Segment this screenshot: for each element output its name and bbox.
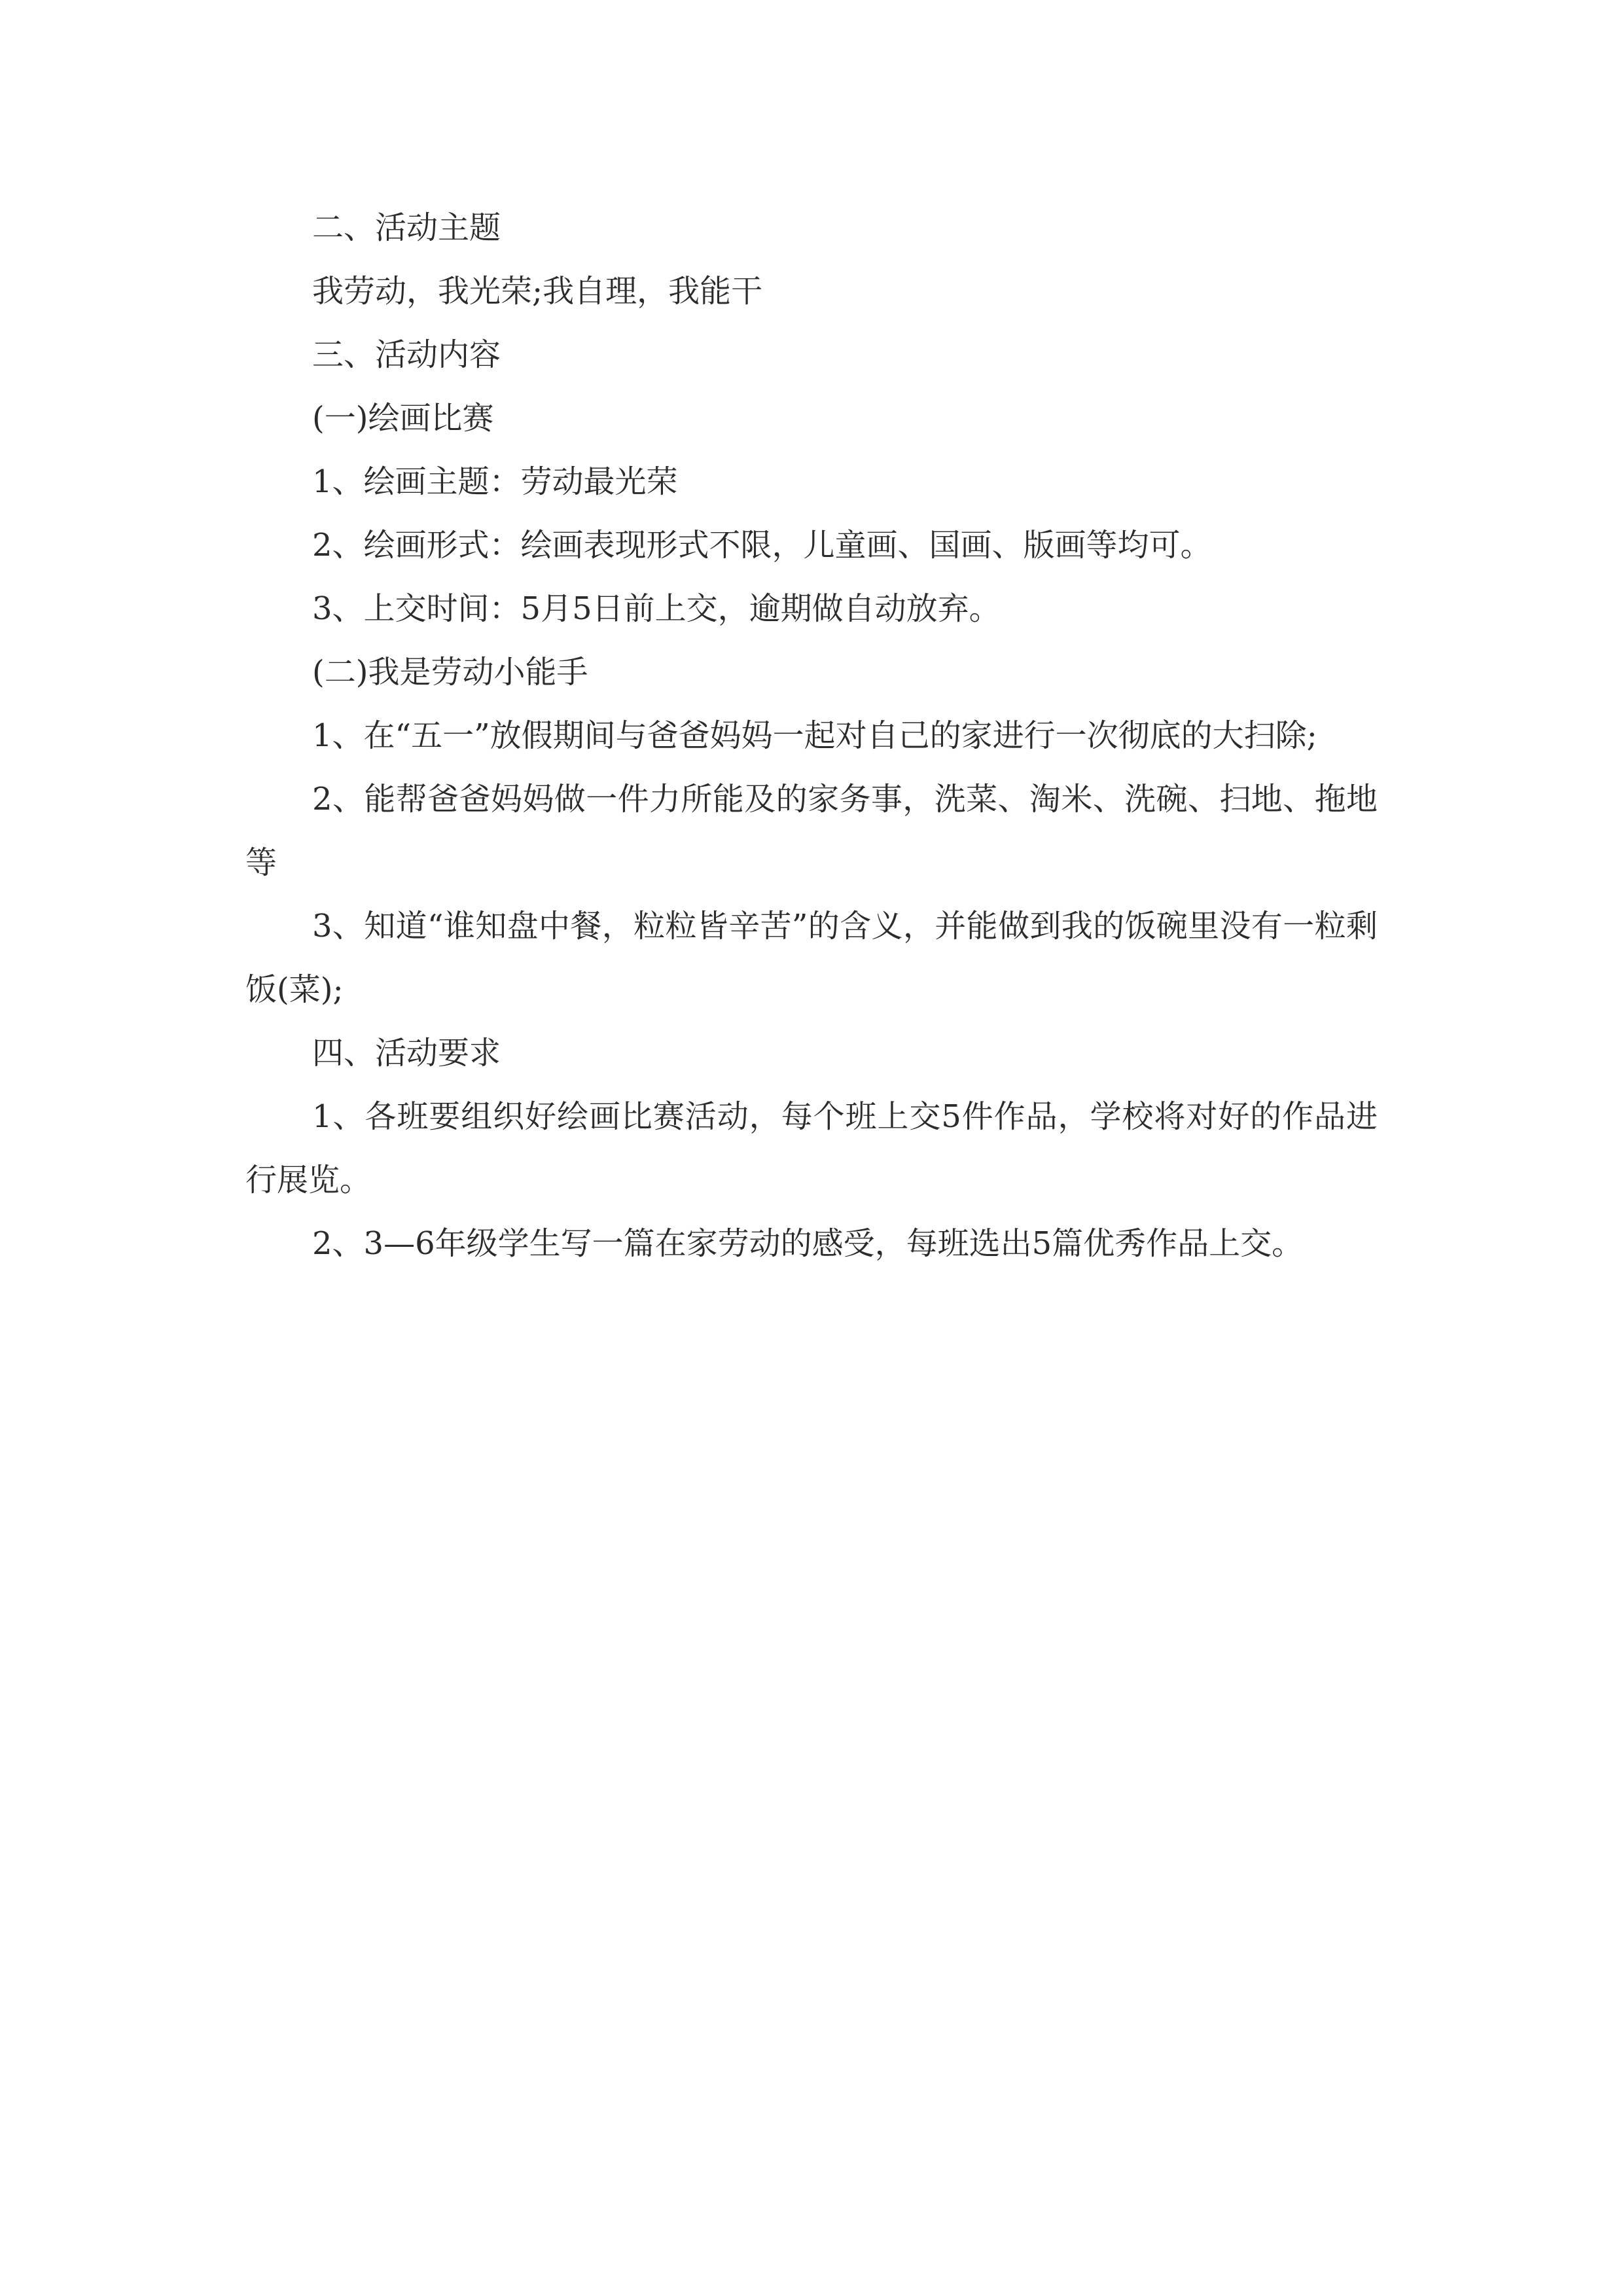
subheading-drawing-contest: (一)绘画比赛 xyxy=(312,400,494,437)
helper-item-housework: 2、能帮爸爸妈妈做一件力所能及的家务事，洗菜、淘米、洗碗、扫地、拖地等 xyxy=(245,781,1378,881)
document-body xyxy=(245,196,1378,1276)
drawing-item-form: 2、绘画形式：绘画表现形式不限，儿童画、国画、版画等均可。 xyxy=(312,527,1212,564)
drawing-item-theme: 1、绘画主题：劳动最光荣 xyxy=(312,463,678,500)
helper-item-cleaning: 1、在“五一”放假期间与爸爸妈妈一起对自己的家进行一次彻底的大扫除; xyxy=(312,717,1317,754)
section-heading-theme: 二、活动主题 xyxy=(312,209,501,246)
theme-text: 我劳动，我光荣;我自理，我能干 xyxy=(312,273,763,310)
drawing-item-deadline: 3、上交时间：5月5日前上交，逾期做自动放弃。 xyxy=(312,590,1001,627)
section-heading-requirements: 四、活动要求 xyxy=(312,1035,501,1071)
subheading-labor-helper: (二)我是劳动小能手 xyxy=(312,654,588,691)
section-heading-content: 三、活动内容 xyxy=(312,336,501,373)
requirement-item-essay: 2、3—6年级学生写一篇在家劳动的感受，每班选出5篇优秀作品上交。 xyxy=(312,1225,1304,1262)
requirement-item-drawing: 1、各班要组织好绘画比赛活动，每个班上交5件作品，学校将对好的作品进行展览。 xyxy=(245,1098,1378,1198)
helper-item-meal: 3、知道“谁知盘中餐，粒粒皆辛苦”的含义，并能做到我的饭碗里没有一粒剩饭(菜); xyxy=(245,908,1378,1008)
